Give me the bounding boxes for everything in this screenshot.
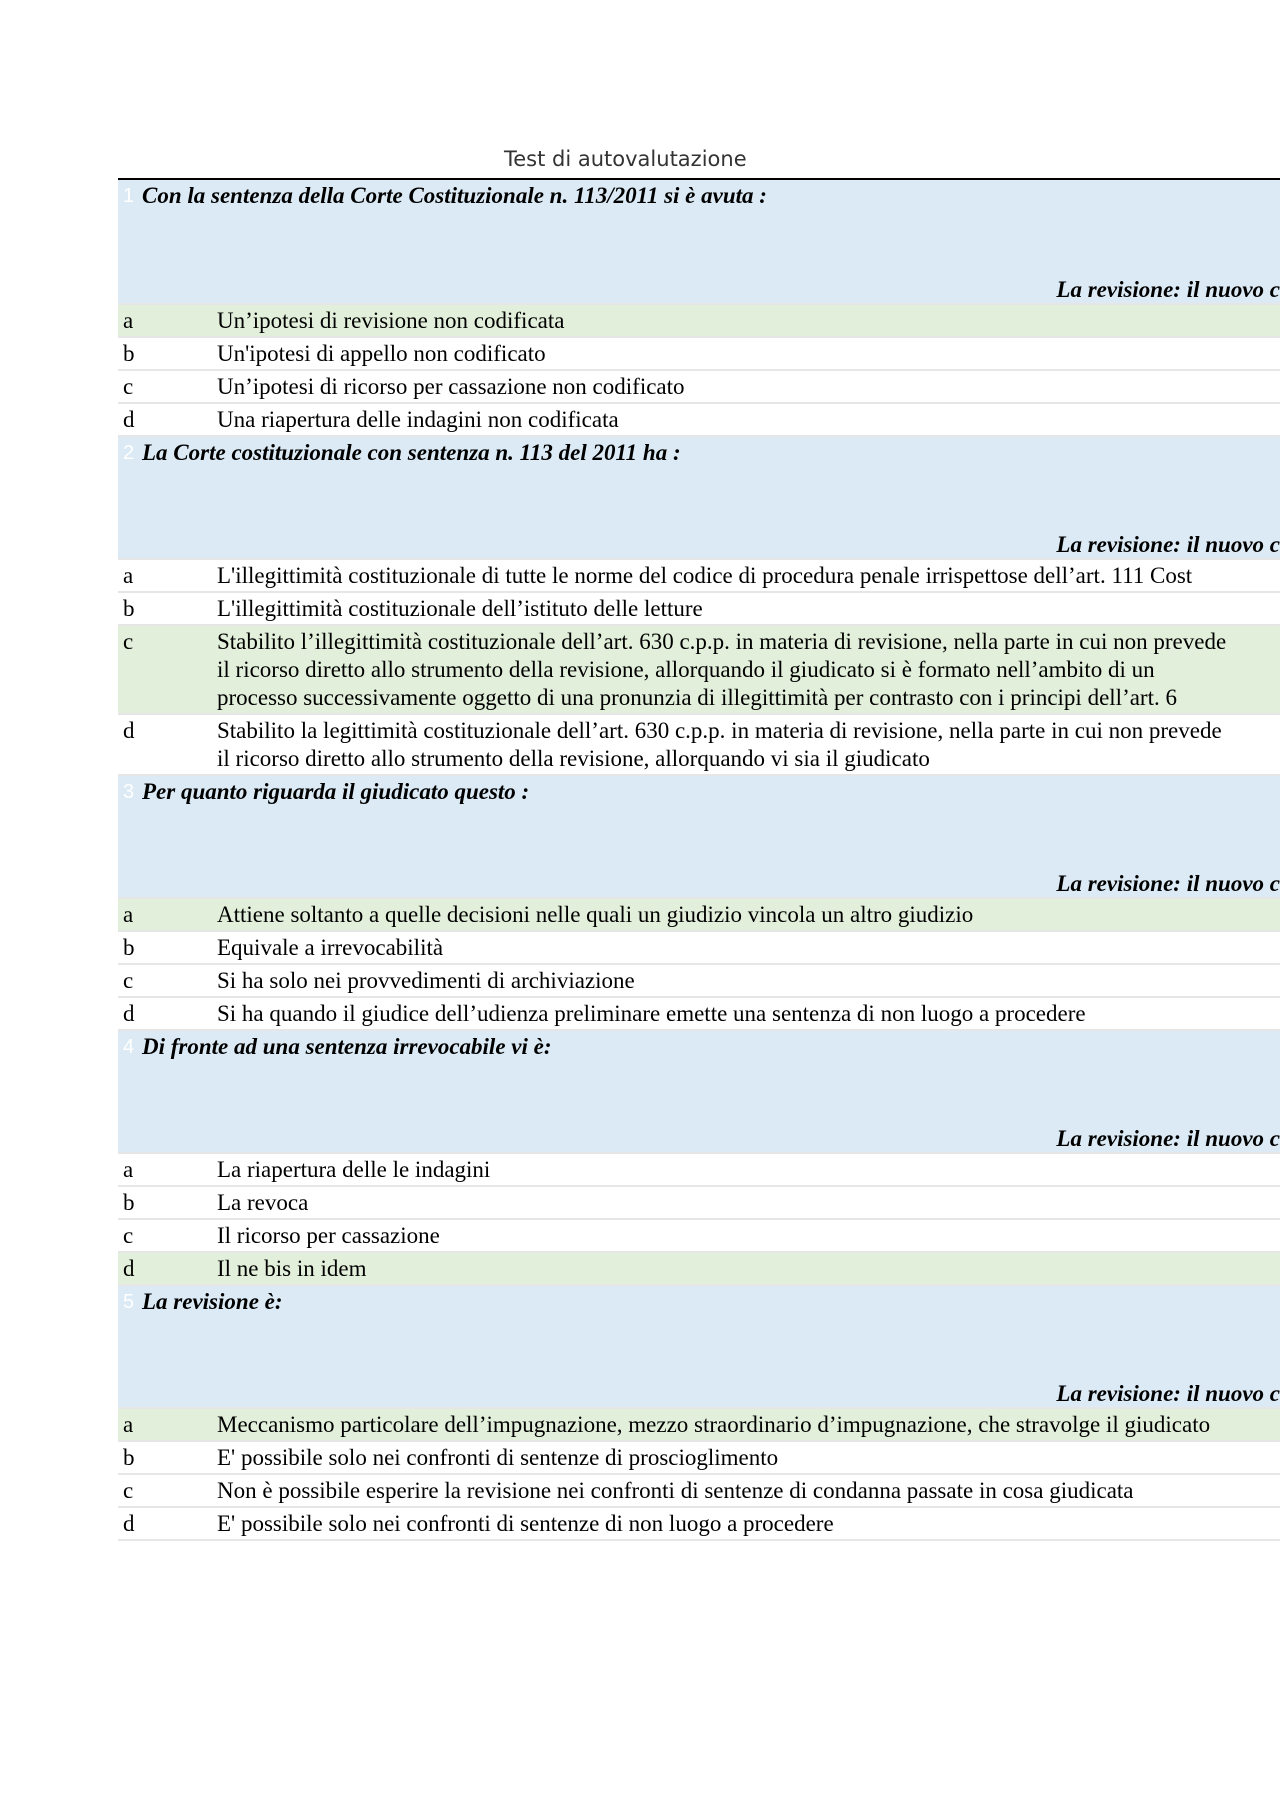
question-header xyxy=(118,1031,1280,1154)
question-number: 3 xyxy=(123,781,135,803)
option-letter: d xyxy=(123,407,135,432)
option-text: E' possibile solo nei confronti di sentenze di non luogo a procedere xyxy=(217,1511,834,1536)
question-topic: La revisione: il nuovo c xyxy=(1056,532,1280,557)
question-text: Per quanto riguarda il giudicato questo : xyxy=(142,779,530,804)
option-row xyxy=(118,1187,1280,1220)
option-text: Non è possibile esperire la revisione nei confronti di sentenze di condanna passate in cosa giudicata xyxy=(217,1478,1134,1503)
option-row xyxy=(118,1220,1280,1253)
option-text: Stabilito la legittimità costituzionale dell’art. 630 c.p.p. in materia di revisione, nella parte in cui non prevede il ricorso diretto allo strumento della revisione, allorquando vi sia il giudicato xyxy=(217,718,1222,771)
option-row xyxy=(118,626,1280,715)
option-text: L'illegittimità costituzionale dell’istituto delle letture xyxy=(217,596,703,621)
option-row xyxy=(118,1253,1280,1286)
option-letter: b xyxy=(123,341,135,366)
question-header xyxy=(118,437,1280,560)
option-letter: d xyxy=(123,1511,135,1536)
option-row xyxy=(118,560,1280,593)
option-text: E' possibile solo nei confronti di sentenze di proscioglimento xyxy=(217,1445,779,1470)
question-number: 4 xyxy=(123,1036,135,1058)
option-letter: c xyxy=(123,629,134,654)
option-row xyxy=(118,899,1280,932)
option-text: Un’ipotesi di revisione non codificata xyxy=(217,308,565,333)
option-letter: b xyxy=(123,1445,135,1470)
question-text: Di fronte ad una sentenza irrevocabile vi è: xyxy=(142,1034,552,1059)
option-letter: c xyxy=(123,374,134,399)
option-row xyxy=(118,1508,1280,1541)
option-letter: b xyxy=(123,935,135,960)
option-row xyxy=(118,338,1280,371)
option-letter: d xyxy=(123,1256,135,1281)
option-text: Si ha solo nei provvedimenti di archiviazione xyxy=(217,968,635,993)
option-letter: a xyxy=(123,902,134,927)
option-text: Si ha quando il giudice dell’udienza preliminare emette una sentenza di non luogo a procedere xyxy=(217,1001,1086,1026)
quiz-sheet xyxy=(118,178,1280,1541)
option-text: L'illegittimità costituzionale di tutte le norme del codice di procedura penale irrispettose dell’art. 111 Cost xyxy=(217,563,1193,588)
page-title: Test di autovalutazione xyxy=(504,147,747,171)
question-text: La revisione è: xyxy=(142,1289,283,1314)
question-topic: La revisione: il nuovo c xyxy=(1056,277,1280,302)
option-row xyxy=(118,965,1280,998)
question-header xyxy=(118,776,1280,899)
question-topic: La revisione: il nuovo c xyxy=(1056,1381,1280,1406)
question-number: 2 xyxy=(123,442,135,464)
option-letter: c xyxy=(123,968,134,993)
option-letter: a xyxy=(123,563,134,588)
option-text: Stabilito l’illegittimità costituzionale dell’art. 630 c.p.p. in materia di revisione, nella parte in cui non prevede il ricorso diretto allo strumento della revisione, allorquando il giudicato si è formato nell’ambito di un processo successivamente oggetto di una pronunzia di illegittimità per contrasto con i principi dell’art. 6 xyxy=(217,629,1227,710)
option-row xyxy=(118,998,1280,1031)
option-text: Attiene soltanto a quelle decisioni nelle quali un giudizio vincola un altro giudizio xyxy=(217,902,974,927)
option-row xyxy=(118,593,1280,626)
option-text: Equivale a irrevocabilità xyxy=(217,935,444,960)
question-header xyxy=(118,1286,1280,1409)
option-text: La revoca xyxy=(217,1190,309,1215)
option-letter: b xyxy=(123,1190,135,1215)
option-letter: b xyxy=(123,596,135,621)
option-text: Il ne bis in idem xyxy=(217,1256,367,1281)
option-row xyxy=(118,305,1280,338)
question-topic: La revisione: il nuovo c xyxy=(1056,871,1280,896)
option-text: Una riapertura delle indagini non codificata xyxy=(217,407,619,432)
question-number: 5 xyxy=(123,1291,135,1313)
option-row xyxy=(118,1409,1280,1442)
option-text: Il ricorso per cassazione xyxy=(217,1223,440,1248)
option-letter: c xyxy=(123,1223,134,1248)
option-row xyxy=(118,1475,1280,1508)
option-letter: a xyxy=(123,1157,134,1182)
option-text: Meccanismo particolare dell’impugnazione, mezzo straordinario d’impugnazione, che stravolge il giudicato xyxy=(217,1412,1211,1437)
option-row xyxy=(118,1442,1280,1475)
question-topic: La revisione: il nuovo c xyxy=(1056,1126,1280,1151)
question-number: 1 xyxy=(123,185,135,207)
option-letter: a xyxy=(123,308,134,333)
option-text: Un’ipotesi di ricorso per cassazione non codificato xyxy=(217,374,685,399)
option-letter: d xyxy=(123,718,135,743)
option-row xyxy=(118,1154,1280,1187)
option-row xyxy=(118,932,1280,965)
question-header xyxy=(118,180,1280,305)
option-text: Un'ipotesi di appello non codificato xyxy=(217,341,546,366)
option-row xyxy=(118,371,1280,404)
option-row xyxy=(118,404,1280,437)
option-letter: c xyxy=(123,1478,134,1503)
option-text: La riapertura delle le indagini xyxy=(217,1157,491,1182)
option-letter: d xyxy=(123,1001,135,1026)
option-row xyxy=(118,715,1280,776)
option-letter: a xyxy=(123,1412,134,1437)
question-text: La Corte costituzionale con sentenza n. 113 del 2011 ha : xyxy=(142,440,681,465)
question-text: Con la sentenza della Corte Costituzionale n. 113/2011 si è avuta : xyxy=(142,183,767,208)
